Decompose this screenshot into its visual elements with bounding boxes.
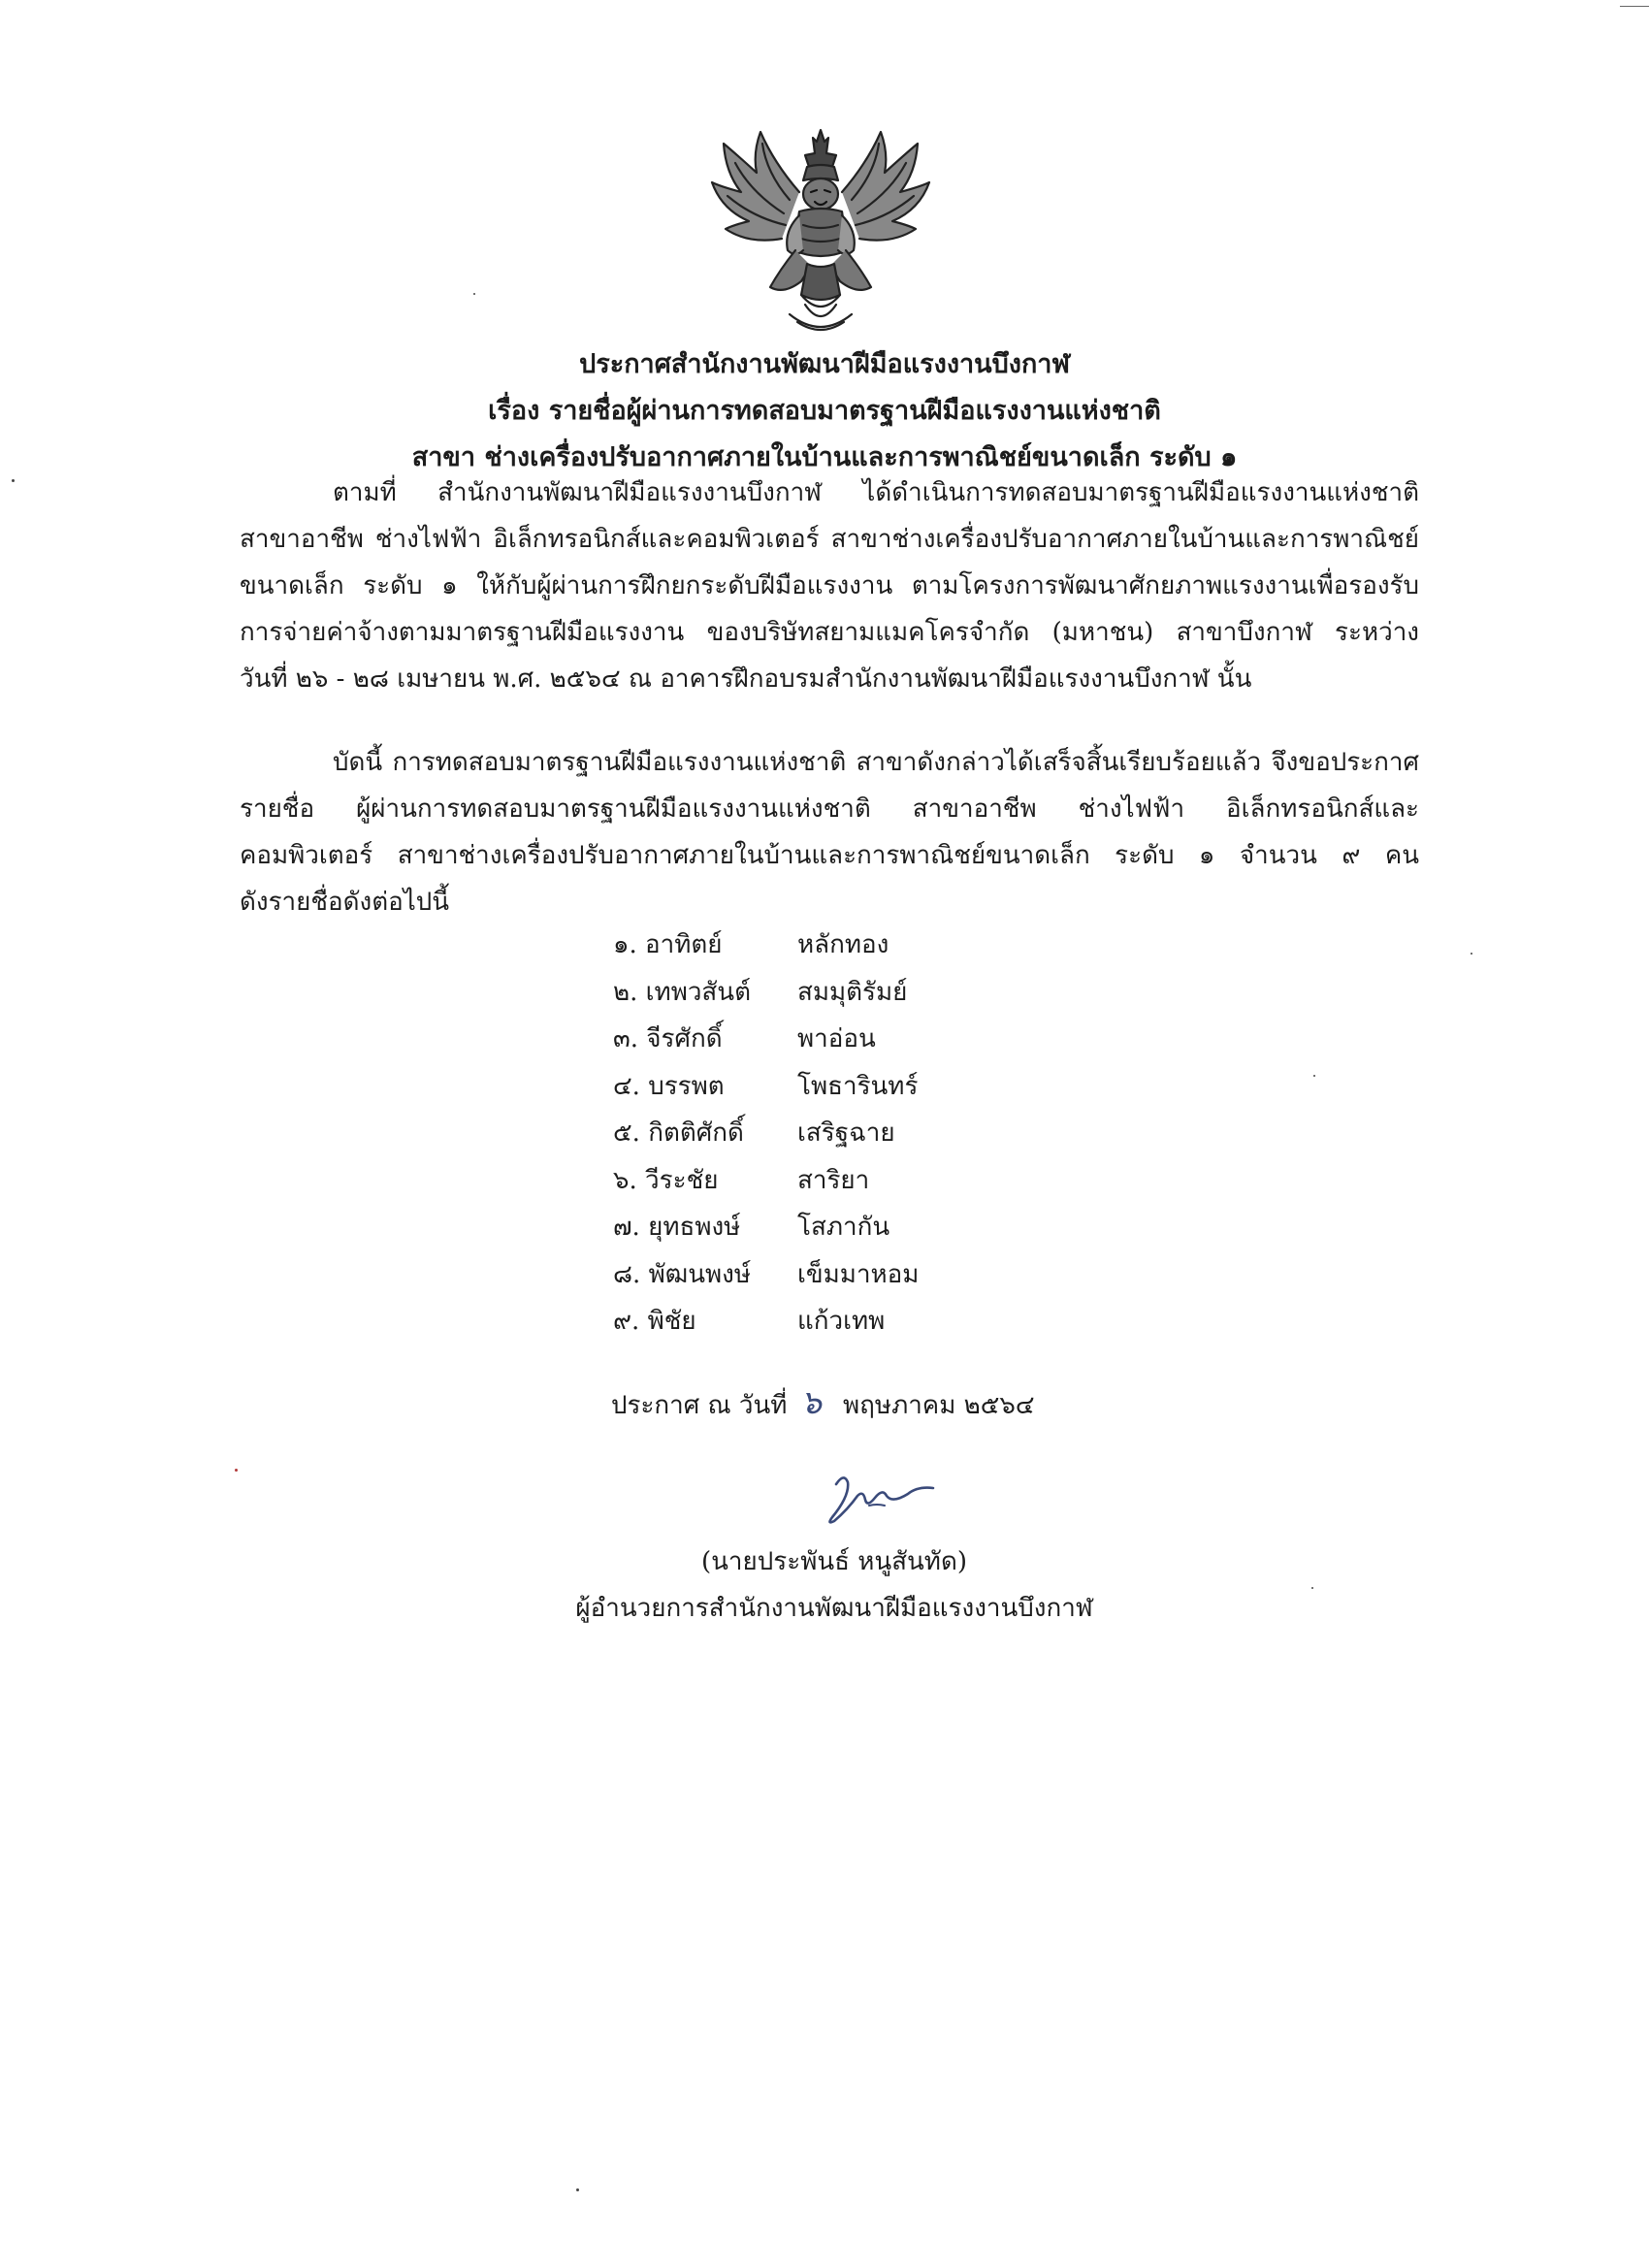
last-name: สมมุติรัมย์ bbox=[797, 977, 908, 1007]
first-name: ๖. วีระชัย bbox=[613, 1165, 719, 1195]
first-name: ๙. พิชัย bbox=[613, 1307, 696, 1336]
date-day: ๖ bbox=[800, 1383, 823, 1422]
paragraph-line: รายชื่อ ผู้ผ่านการทดสอบมาตรฐานฝีมือแรงงานแห่งชาติ สาขาอาชีพ ช่างไฟฟ้า อิเล็กทรอนิกส์และ bbox=[240, 794, 1419, 824]
first-name: ๘. พัฒนพงษ์ bbox=[613, 1259, 751, 1289]
paragraph-line: ขนาดเล็ก ระดับ ๑ ให้กับผู้ผ่านการฝึกยกระดับฝีมือแรงงาน ตามโครงการพัฒนาศักยภาพแรงงานเพื่อรองรับ bbox=[240, 571, 1419, 600]
date-month-year: พฤษภาคม ๒๕๖๔ bbox=[843, 1391, 1035, 1420]
first-name: ๔. บรรพต bbox=[613, 1071, 725, 1101]
first-name: ๒. เทพวสันต์ bbox=[613, 977, 751, 1007]
title-line-1: ประกาศสำนักงานพัฒนาฝีมือแรงงานบึงกาฬ bbox=[579, 349, 1070, 379]
scan-speck bbox=[1311, 1587, 1313, 1589]
list-item bbox=[613, 1204, 919, 1251]
paragraph-line: ตามที่ สำนักงานพัฒนาฝีมือแรงงานบึงกาฬ ได้ดำเนินการทดสอบมาตรฐานฝีมือแรงงานแห่งชาติ bbox=[333, 478, 1419, 507]
paragraph-line: บัดนี้ การทดสอบมาตรฐานฝีมือแรงงานแห่งชาติ สาขาดังกล่าวได้เสร็จสิ้นเรียบร้อยแล้ว จึงขอประกาศ bbox=[333, 748, 1419, 777]
paragraph-line: คอมพิวเตอร์ สาขาช่างเครื่องปรับอากาศภายในบ้านและการพาณิชย์ขนาดเล็ก ระดับ ๑ จำนวน ๙ คน bbox=[240, 841, 1419, 870]
paragraph-line: ดังรายชื่อดังต่อไปนี้ bbox=[240, 888, 450, 917]
passed-names-list bbox=[613, 922, 919, 1345]
scan-speck bbox=[235, 1469, 238, 1472]
paragraph-line: วันที่ ๒๖ - ๒๘ เมษายน พ.ศ. ๒๕๖๔ ณ อาคารฝึกอบรมสำนักงานพัฒนาฝีมือแรงงานบึงกาฬ นั้น bbox=[240, 664, 1252, 694]
last-name: เข็มมาหอม bbox=[797, 1259, 920, 1289]
signer-position: ผู้อำนวยการสำนักงานพัฒนาฝีมือแรงงานบึงกาฬ bbox=[575, 1594, 1093, 1623]
list-item bbox=[613, 922, 919, 969]
last-name: หลักทอง bbox=[797, 930, 889, 959]
title-subject: เรื่อง รายชื่อผู้ผ่านการทดสอบมาตรฐานฝีมือแรงงานแห่งชาติ bbox=[488, 396, 1161, 426]
last-name: แก้วเทพ bbox=[797, 1307, 886, 1336]
list-item bbox=[613, 1298, 919, 1345]
scan-speck bbox=[473, 293, 475, 295]
scan-edge-mark bbox=[1620, 6, 1649, 7]
announcement-date bbox=[611, 1376, 1035, 1428]
last-name: สาริยา bbox=[797, 1165, 870, 1195]
last-name: โสภากัน bbox=[797, 1213, 890, 1242]
scan-speck bbox=[576, 2188, 579, 2191]
list-item bbox=[613, 969, 919, 1017]
signature-icon bbox=[815, 1467, 951, 1535]
first-name: ๓. จีรศักดิ์ bbox=[613, 1024, 723, 1053]
announcement-title bbox=[233, 341, 1416, 481]
title-branch: สาขา ช่างเครื่องปรับอากาศภายในบ้านและการพาณิชย์ขนาดเล็ก ระดับ ๑ bbox=[411, 442, 1238, 472]
scan-speck bbox=[1313, 1075, 1315, 1077]
paragraph-line: การจ่ายค่าจ้างตามมาตรฐานฝีมือแรงงาน ของบริษัทสยามแมคโครจำกัด (มหาชน) สาขาบึงกาฬ ระหว่าง bbox=[240, 618, 1419, 647]
paragraph-result bbox=[240, 739, 1419, 925]
list-item bbox=[613, 1016, 919, 1063]
paragraph-background bbox=[240, 470, 1419, 702]
scan-speck bbox=[12, 479, 15, 482]
list-item bbox=[613, 1063, 919, 1111]
last-name: โพธารินทร์ bbox=[797, 1071, 919, 1101]
last-name: พาอ่อน bbox=[797, 1024, 876, 1053]
list-item bbox=[613, 1110, 919, 1157]
list-item bbox=[613, 1251, 919, 1299]
first-name: ๗. ยุทธพงษ์ bbox=[613, 1213, 741, 1242]
signer-block bbox=[543, 1539, 1125, 1632]
scan-speck bbox=[1471, 953, 1472, 955]
last-name: เสริฐฉาย bbox=[797, 1118, 895, 1148]
garuda-emblem-icon bbox=[706, 124, 935, 340]
first-name: ๑. อาทิตย์ bbox=[613, 930, 723, 959]
paragraph-line: สาขาอาชีพ ช่างไฟฟ้า อิเล็กทรอนิกส์และคอมพิวเตอร์ สาขาช่างเครื่องปรับอากาศภายในบ้านและการพาณิชย์ bbox=[240, 525, 1419, 554]
date-prefix: ประกาศ ณ วันที่ bbox=[611, 1391, 788, 1420]
first-name: ๕. กิตติศักดิ์ bbox=[613, 1118, 744, 1148]
signer-name: (นายประพันธ์ หนูสันทัด) bbox=[701, 1547, 967, 1576]
list-item bbox=[613, 1157, 919, 1205]
